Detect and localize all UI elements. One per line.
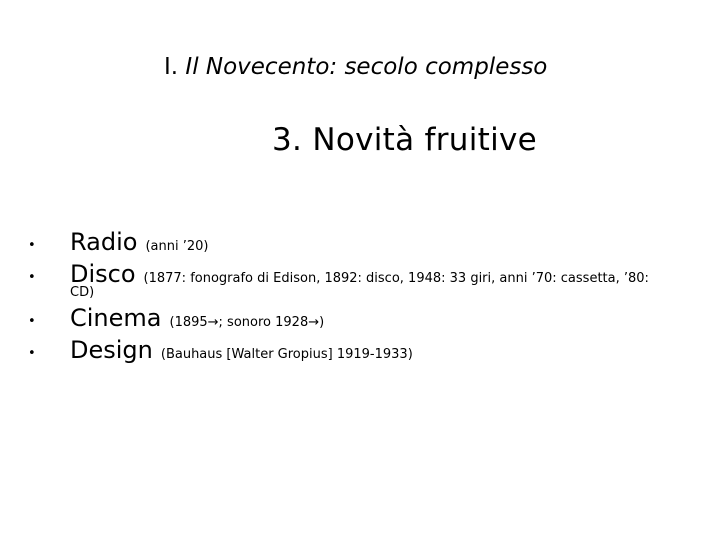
- bullet-list: [28, 228, 698, 368]
- slide-header: [164, 54, 547, 80]
- header-italic: Il Novecento: secolo complesso: [185, 54, 548, 80]
- bullet-icon: •: [28, 238, 36, 253]
- bullet-icon: •: [28, 346, 36, 361]
- header-prefix: I.: [164, 54, 186, 80]
- bullet-icon: •: [28, 314, 36, 329]
- bullet-note: (1877: fonografo di Edison, 1892: disco, 1948: 33 giri, anni ’70: cassetta, ’80:: [143, 271, 649, 286]
- bullet-main-text: Disco: [70, 260, 136, 288]
- bullet-note: (anni ’20): [145, 239, 209, 254]
- bullet-item-cinema: [28, 304, 698, 332]
- bullet-note: (1895→; sonoro 1928→): [169, 315, 325, 330]
- slide-subtitle: 3. Novità fruitive: [272, 122, 538, 158]
- bullet-item-radio: [28, 228, 698, 256]
- bullet-main-text: Design: [70, 336, 153, 364]
- bullet-note-continuation: CD): [70, 285, 95, 300]
- bullet-note: (Bauhaus [Walter Gropius] 1919-1933): [160, 347, 413, 362]
- bullet-main-text: Radio: [70, 228, 138, 256]
- bullet-icon: •: [28, 270, 36, 285]
- bullet-item-disco: [28, 260, 698, 300]
- bullet-item-design: [28, 336, 698, 364]
- bullet-main-text: Cinema: [70, 304, 162, 332]
